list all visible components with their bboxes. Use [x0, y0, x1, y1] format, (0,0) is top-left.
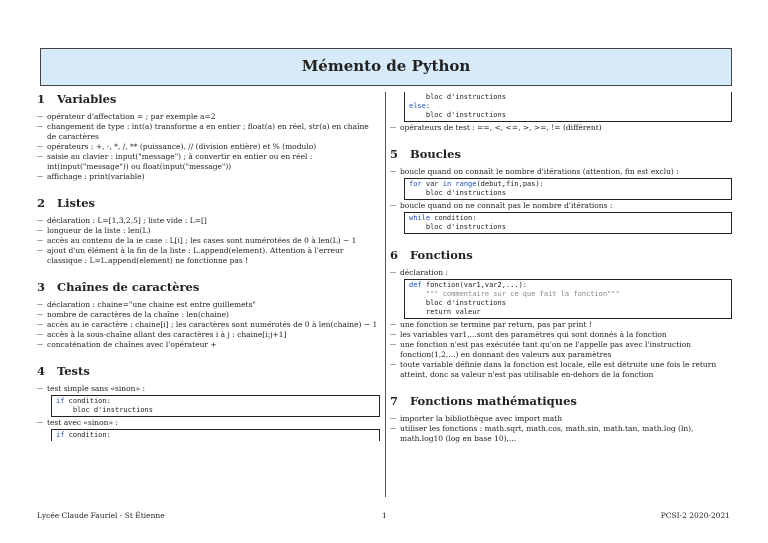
fonctions-list-2 — [390, 320, 732, 380]
section-chaines-heading: 3 Chaînes de caractères — [37, 280, 200, 294]
page-title: Mémento de Python — [301, 57, 471, 75]
list-item: — saisie au clavier : input("message") ; à convertir en entier ou en réel : int(input("message")) ou float(input("message")) — [37, 152, 380, 172]
section-boucles-heading: 5 Boucles — [390, 147, 461, 161]
list-item: — nombre de caractères de la chaîne : len(chaine) — [37, 310, 380, 320]
list-item: — déclaration : L=[1,3,2,5] ; liste vide : L=[] — [37, 216, 380, 226]
code-block-if-else-start: if condition: — [51, 429, 380, 441]
list-item: — opérateurs de test : ==, <, <=, >, >=, != (différent) — [390, 123, 732, 133]
list-item: — boucle quand on ne connaît pas le nombre d'itérations : — [390, 201, 732, 211]
left-column — [37, 92, 380, 442]
list-item: — toute variable définie dans la fonction est locale, elle est détruite une fois le return atteint, donc sa valeur n'est pas utilisable en-dehors de la fonction — [390, 360, 732, 380]
maths-list — [390, 414, 732, 444]
tests-list-2 — [37, 418, 380, 428]
code-block-def: def fonction(var1,var2,...): """ commentaire sur ce que fait la fonction""" bloc d'instructions return valeur — [404, 279, 732, 319]
list-item: — longueur de la liste : len(L) — [37, 226, 380, 236]
right-column — [390, 92, 732, 444]
boucles-list-2 — [390, 201, 732, 211]
list-item: — affichage : print(variable) — [37, 172, 380, 182]
code-block-for: for var in range(debut,fin,pas): bloc d'instructions — [404, 178, 732, 200]
code-block-if: if condition: bloc d'instructions — [51, 395, 380, 417]
code-block-while: while condition: bloc d'instructions — [404, 212, 732, 234]
section-variables-heading: 1 Variables — [37, 92, 117, 106]
chaines-list — [37, 300, 380, 350]
list-item: — opérateur d'affectation = ; par exemple a=2 — [37, 112, 380, 122]
column-divider — [385, 92, 386, 497]
section-listes-heading: 2 Listes — [37, 196, 96, 210]
footer-left: Lycée Claude Fauriel - St Étienne — [37, 511, 165, 520]
footer-right: PCSI-2 2020-2021 — [660, 511, 730, 520]
list-item: — déclaration : — [390, 268, 732, 278]
list-item: — accès à la sous-chaîne allant des caractères i à j : chaine[i:j+1] — [37, 330, 380, 340]
title-banner — [40, 48, 732, 86]
list-item: — une fonction se termine par return, pas par print ! — [390, 320, 732, 330]
list-item: — déclaration : chaine="une chaine est entre guillemets" — [37, 300, 380, 310]
code-block-if-else-cont: bloc d'instructions else: bloc d'instructions — [404, 92, 732, 122]
tests-operators — [390, 123, 732, 133]
section-fonctions-heading: 6 Fonctions — [390, 248, 473, 262]
fonctions-list — [390, 268, 732, 278]
list-item: — opérateurs : +, -, *, /, ** (puissance), // (division entière) et % (modulo) — [37, 142, 380, 152]
list-item: — importer la bibliothèque avec import math — [390, 414, 732, 424]
tests-list — [37, 384, 380, 394]
list-item: — accès au ie caractère : chaine[i] ; les caractères sont numérotés de 0 à len(chaine) − 1 — [37, 320, 380, 330]
list-item: — une fonction n'est pas exécutée tant qu'on ne l'appelle pas avec l'instruction fonction(1,2,...) en donnant des valeurs aux paramètres — [390, 340, 732, 360]
list-item: — changement de type : int(a) transforme a en entier ; float(a) en réel, str(a) en chaîne de caractères — [37, 122, 380, 142]
list-item: — test avec «sinon» : — [37, 418, 380, 428]
section-tests-heading: 4 Tests — [37, 364, 90, 378]
list-item: — les variables var1,...sont des paramètres qui sont donnés à la fonction — [390, 330, 732, 340]
listes-list — [37, 216, 380, 266]
list-item: — utiliser les fonctions : math.sqrt, math.cos, math.sin, math.tan, math.log (ln), math.log10 (log en base 10),... — [390, 424, 732, 444]
footer-page-number: 1 — [382, 511, 387, 520]
variables-list — [37, 112, 380, 182]
list-item: — boucle quand on connaît le nombre d'itérations (attention, fin est exclu) : — [390, 167, 732, 177]
list-item: — ajout d'un élément à la fin de la liste : L.append(element). Attention à l'erreur classique : L=L.append(element) ne fonctionne pas ! — [37, 246, 380, 266]
list-item: — concaténation de chaînes avec l'opérateur + — [37, 340, 380, 350]
list-item: — test simple sans «sinon» : — [37, 384, 380, 394]
boucles-list — [390, 167, 732, 177]
section-maths-heading: 7 Fonctions mathématiques — [390, 394, 577, 408]
list-item: — accès au contenu de la ie case : L[i] ; les cases sont numérotées de 0 à len(L) − 1 — [37, 236, 380, 246]
